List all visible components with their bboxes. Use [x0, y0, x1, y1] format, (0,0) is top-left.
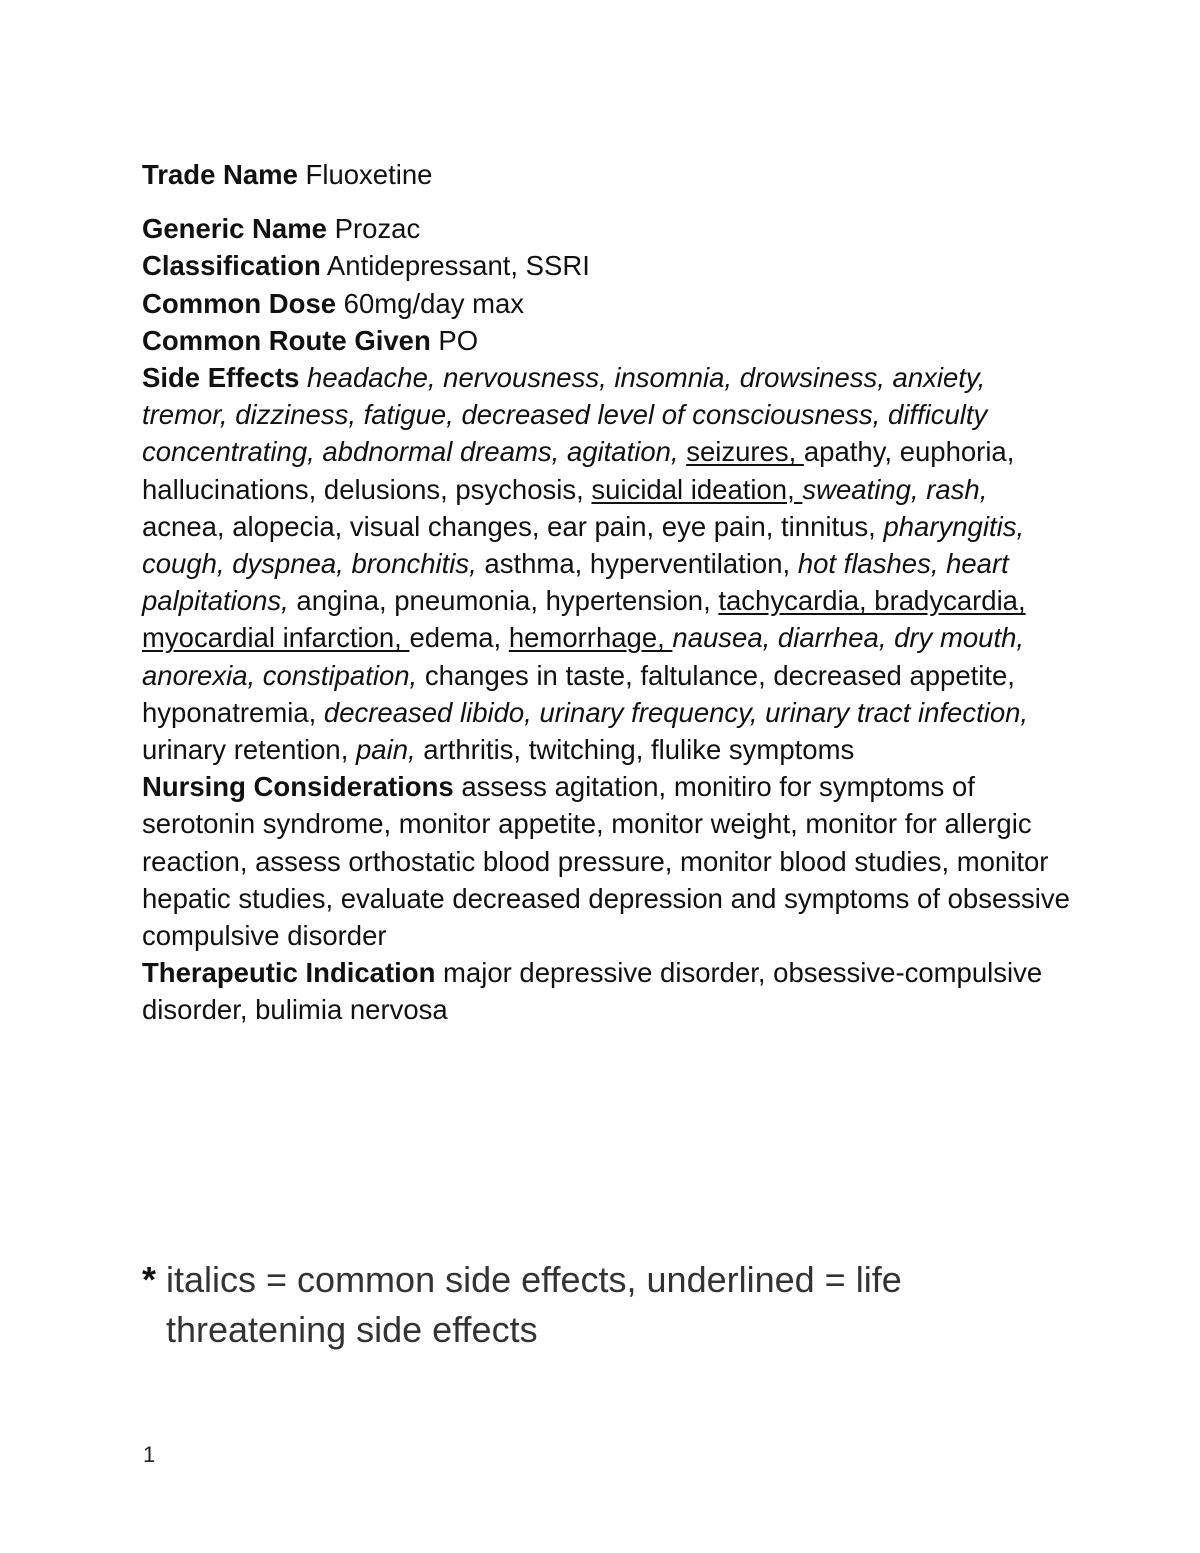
field-label: Nursing Considerations: [142, 771, 454, 803]
field-side-effects: [142, 359, 1072, 768]
field-classification: [142, 247, 1072, 284]
footnote-text: italics = common side effects, underlined = life threatening side effects: [166, 1259, 902, 1350]
field-value-segment: nausea, diarrhea, dry mouth, anorexia, constipation,: [142, 622, 1025, 691]
field-label: Classification: [142, 250, 321, 282]
field-generic-name: [142, 210, 1072, 247]
field-value-segment: acnea, alopecia, visual changes, ear pain, eye pain, tinnitus,: [142, 510, 884, 542]
field-value-segment: pain,: [356, 734, 416, 766]
field-label: Common Dose: [142, 287, 337, 319]
field-label: Side Effects: [142, 362, 300, 394]
field-label: Generic Name: [142, 213, 327, 245]
field-value-segment: changes in taste, faltulance, decreased appetite, hyponatremia,: [142, 659, 1015, 728]
field-label: Therapeutic Indication: [142, 957, 436, 989]
field-value-segment: edema,: [409, 622, 509, 654]
field-value-segment: tachycardia, bradycardia, myocardial infarction,: [142, 585, 1026, 654]
field-value-segment: urinary retention,: [142, 734, 356, 766]
field-value-segment: angina, pneumonia, hypertension,: [288, 585, 719, 617]
field-value-segment: asthma, hyperventilation,: [476, 548, 798, 580]
field-value-segment: arthritis, twitching, flulike symptoms: [415, 734, 855, 766]
field-label: Trade Name: [142, 159, 298, 190]
field-label: Common Route Given: [142, 324, 431, 356]
field-value-segment: assess agitation, monitiro for symptoms of serotonin syndrome, monitor appetite, monitor weight, monitor for allergic reaction, assess orthostatic blood pressure, monitor blood studies, monitor hepatic studies, evaluate decreased depression and symptoms of obsessive compulsive disorder: [142, 771, 1070, 952]
legend-footnote: [142, 1255, 1042, 1355]
drug-card-content: [142, 156, 1072, 1029]
field-value-segment: 60mg/day max: [336, 287, 525, 319]
field-common-route-given: [142, 322, 1072, 359]
field-trade-name: [142, 156, 1072, 193]
field-value-segment: Antidepressant, SSRI: [320, 250, 590, 282]
field-nursing-considerations: [142, 768, 1072, 954]
field-value-segment: Prozac: [326, 213, 421, 245]
field-value-segment: hot flashes, heart palpitations,: [142, 548, 1009, 617]
page-number: 1: [143, 1442, 156, 1467]
field-value-segment: hemorrhage,: [508, 622, 673, 654]
field-value-segment: pharyngitis, cough, dyspnea, bronchitis,: [142, 510, 1025, 580]
field-value-segment: suicidal ideation,: [591, 473, 803, 505]
field-value-segment: major depressive disorder, obsessive-compulsive disorder, bulimia nervosa: [142, 957, 1043, 1026]
field-therapeutic-indication: [142, 954, 1072, 1028]
field-value-segment: headache, nervousness, insomnia, drowsiness, anxiety, tremor, dizziness, fatigue, decreased level of consciousness, difficulty concentrating, abdnormal dreams, agitation,: [142, 362, 988, 468]
field-value-segment: decreased libido, urinary frequency, urinary tract infection,: [323, 696, 1029, 728]
field-value-segment: sweating, rash,: [802, 473, 988, 505]
field-value-segment: seizures,: [686, 436, 804, 468]
field-common-dose: [142, 285, 1072, 322]
field-value-segment: apathy, euphoria, hallucinations, delusions, psychosis,: [142, 436, 1015, 505]
footnote-marker: *: [142, 1259, 157, 1300]
field-value-segment: PO: [430, 324, 479, 356]
field-value-segment: Fluoxetine: [297, 159, 433, 190]
